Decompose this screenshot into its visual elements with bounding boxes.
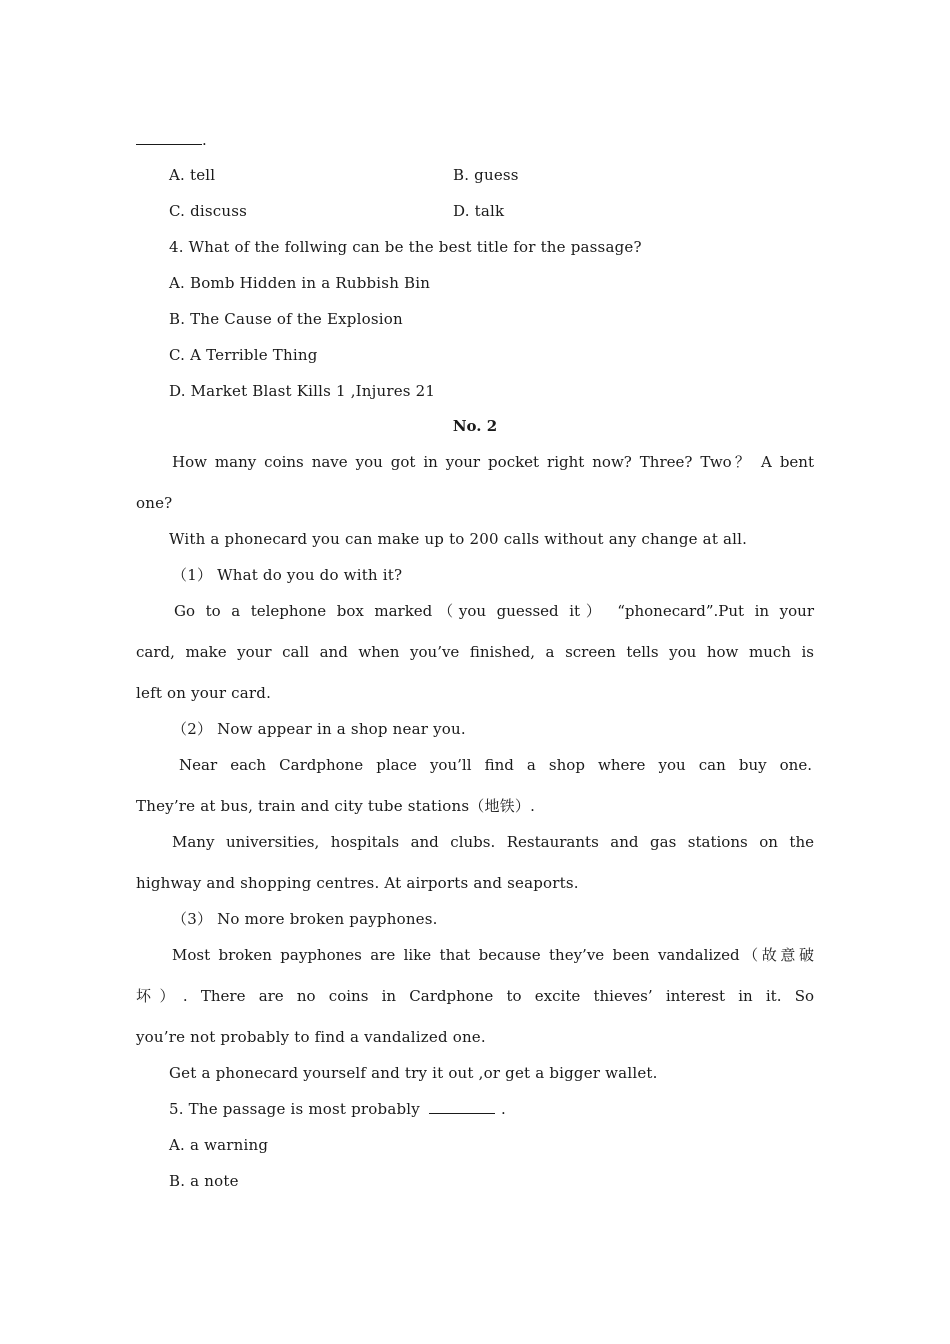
paragraph-6-line-2: 坏）. There are no coins in Cardphone to excite thieves’ interest in it. So xyxy=(136,987,814,1005)
q5-option-a: A. a warning xyxy=(169,1136,269,1154)
q3-option-b: B. guess xyxy=(453,166,519,184)
paragraph-4-line-1: Near each Cardphone place you’ll find a shop where you can buy one. xyxy=(179,756,812,774)
paragraph-4-line-2: They’re at bus, train and city tube stations（地铁）. xyxy=(136,797,536,815)
q5-option-b: B. a note xyxy=(169,1172,239,1190)
subheading-1: （1） What do you do with it? xyxy=(172,566,403,584)
q3-option-a: A. tell xyxy=(169,166,216,184)
paragraph-3-line-1: Go to a telephone box marked（you guessed it） “phonecard”.Put in your xyxy=(174,602,814,620)
q4-option-d: D. Market Blast Kills 1 ,Injures 21 xyxy=(169,382,436,400)
paragraph-2: With a phonecard you can make up to 200 calls without any change at all. xyxy=(169,530,748,548)
paragraph-1-line-1: How many coins nave you got in your pocket right now? Three? Two？ A bent xyxy=(172,453,814,471)
paragraph-1-line-2: one? xyxy=(136,494,173,512)
subheading-3: （3） No more broken payphones. xyxy=(172,910,438,928)
paragraph-5-line-1: Many universities, hospitals and clubs. Restaurants and gas stations on the xyxy=(172,833,814,851)
q4-stem: 4. What of the follwing can be the best title for the passage? xyxy=(169,238,642,256)
q3-stem-end: . xyxy=(136,130,207,150)
q3-option-d: D. talk xyxy=(453,202,505,220)
q4-option-c: C. A Terrible Thing xyxy=(169,346,318,364)
paragraph-3-line-2: card, make your call and when you’ve finished, a screen tells you how much is xyxy=(136,643,814,661)
paragraph-6-line-1: Most broken payphones are like that because they’ve been vandalized（故意破 xyxy=(172,946,814,964)
q5-stem: 5. The passage is most probably . xyxy=(169,1100,506,1118)
q3-option-c: C. discuss xyxy=(169,202,248,220)
section-heading: No. 2 xyxy=(452,417,498,435)
answer-blank xyxy=(136,131,202,145)
q4-option-a: A. Bomb Hidden in a Rubbish Bin xyxy=(169,274,431,292)
q4-option-b: B. The Cause of the Explosion xyxy=(169,310,403,328)
paragraph-7: Get a phonecard yourself and try it out ,or get a bigger wallet. xyxy=(169,1064,658,1082)
paragraph-6-line-3: you’re not probably to find a vandalized one. xyxy=(136,1028,486,1046)
subheading-2: （2） Now appear in a shop near you. xyxy=(172,720,466,738)
answer-blank xyxy=(429,1100,495,1114)
paragraph-5-line-2: highway and shopping centres. At airports and seaports. xyxy=(136,874,579,892)
paragraph-3-line-3: left on your card. xyxy=(136,684,272,702)
